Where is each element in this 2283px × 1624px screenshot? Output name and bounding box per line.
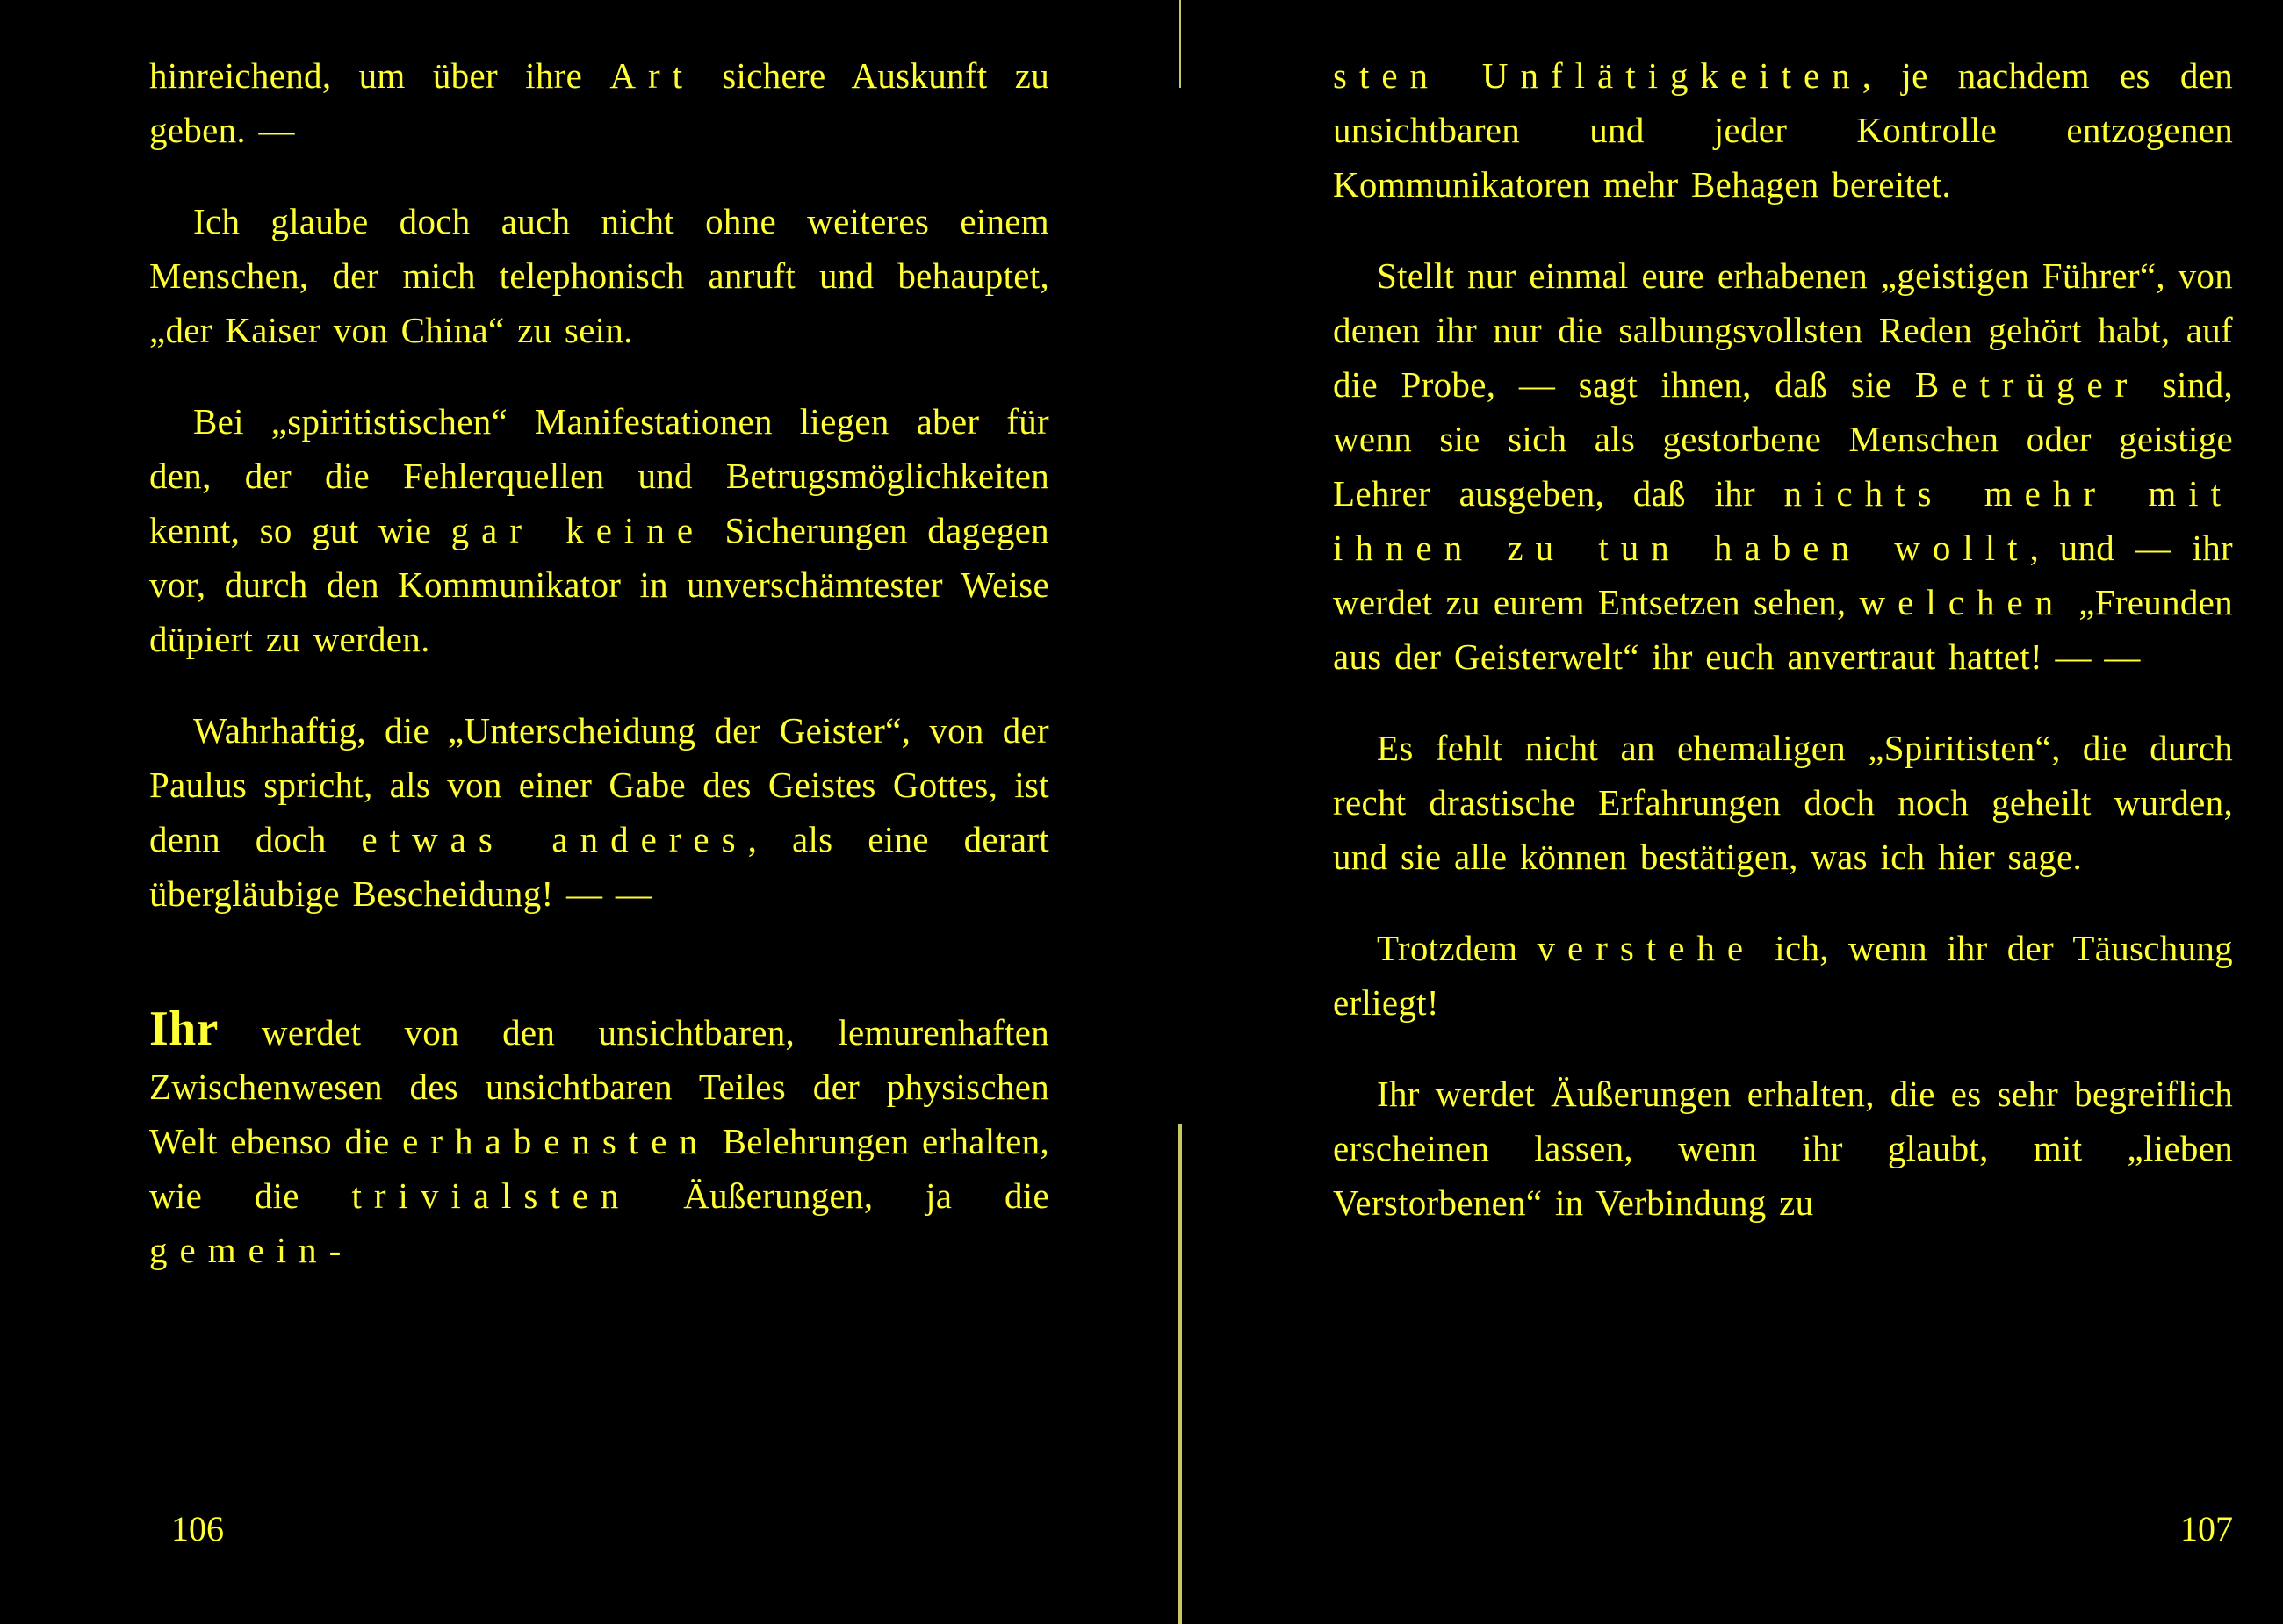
right-paragraph-2 <box>1333 248 2233 684</box>
emphasized-text: erhabensten <box>402 1121 709 1161</box>
emphasized-text: gar keine <box>450 510 706 550</box>
text-run: , und — ihr werdet zu eurem Entsetzen sehen, <box>1333 528 2233 622</box>
left-paragraph-3 <box>149 394 1049 666</box>
text-run: Bei „spiritistischen“ Manifestationen liegen aber für den, der die Fehlerquellen und Betrugsmöglichkeiten kennt, so gut wie <box>149 401 1049 550</box>
text-run: werdet von den unsichtbaren, lemurenhaften Zwischenwesen des unsichtbaren Teiles der physischen Welt ebenso die <box>149 1012 1049 1161</box>
left-page <box>149 0 1049 1624</box>
gutter-line <box>1179 0 1181 88</box>
emphasized-text: Art <box>609 55 695 96</box>
text-run: Sicherungen dagegen vor, durch den Kommunikator in unverschämtester Weise düpiert zu werden. <box>149 510 1049 659</box>
text-run: Wahrhaftig, die „Unterscheidung der Geister“, von der Paulus spricht, als von einer Gabe des Geistes Gottes, ist denn doch <box>149 710 1049 859</box>
text-run: Stellt nur einmal eure erhabenen „geistigen Führer“, von denen ihr nur die salbungsvollsten Reden gehört habt, auf die Probe, — sagt ihnen, daß sie <box>1333 255 2233 405</box>
emphasized-text: verstehe <box>1537 928 1756 968</box>
book-gutter <box>1177 0 1184 1624</box>
text-run: , als eine derart übergläubige Bescheidung! — — <box>149 819 1049 914</box>
emphasized-text: welchen <box>1859 582 2066 622</box>
text-run: sichere Auskunft zu geben. — <box>149 55 1049 150</box>
emphasized-text: trivialsten <box>351 1175 631 1216</box>
emphasized-text: etwas anderes <box>361 819 748 859</box>
text-run: „Freunden aus der Geisterwelt“ ihr euch anvertraut hattet! — — <box>1333 582 2233 677</box>
page-number: 106 <box>171 1509 224 1549</box>
right-paragraph-4 <box>1333 921 2233 1030</box>
emphasized-text: gemein- <box>149 1230 354 1270</box>
text-run: Äußerungen, ja die <box>630 1175 1049 1216</box>
emphasized-text: Betrüger <box>1914 364 2140 405</box>
emphasized-text: nichts mehr mit ihnen zu tun haben wollt <box>1333 473 2233 568</box>
text-run: Trotzdem <box>1377 928 1538 968</box>
right-paragraph-1 <box>1333 48 2233 212</box>
right-page <box>1333 0 2233 1624</box>
left-paragraph-1 <box>149 48 1049 157</box>
text-run: hinreichend, um über ihre <box>149 55 610 96</box>
right-paragraph-5: Ihr werdet Äußerungen erhalten, die es sehr begreiflich erscheinen lassen, wenn ihr glaubt, mit „lieben Verstorbenen“ in Verbindung zu <box>1333 1074 2233 1223</box>
left-paragraph-4 <box>149 703 1049 921</box>
left-paragraph-2: Ich glaube doch auch nicht ohne weiteres einem Menschen, der mich telephonisch anruft und behauptet, „der Kaiser von China“ zu sein. <box>149 201 1049 350</box>
gutter-line <box>1178 1124 1182 1624</box>
text-run: ich, wenn ihr der Täuschung erliegt! <box>1333 928 2233 1023</box>
left-paragraph-5 <box>149 1002 1049 1277</box>
page-number: 107 <box>2180 1509 2233 1549</box>
drop-cap: Ihr <box>149 1002 219 1056</box>
text-run: , je nachdem es den unsichtbaren und jeder Kontrolle entzogenen Kommunikatoren mehr Behagen bereitet. <box>1333 55 2234 205</box>
text-run: sind, wenn sie sich als gestorbene Menschen oder geistige Lehrer ausgeben, daß ihr <box>1333 364 2233 514</box>
text-run: Belehrungen erhalten, wie die <box>149 1121 1049 1216</box>
right-paragraph-3: Es fehlt nicht an ehemaligen „Spiritisten“, die durch recht drastische Erfahrungen doch noch geheilt wurden, und sie alle können bestätigen, was ich hier sage. <box>1333 728 2233 877</box>
emphasized-text: sten Unflätigkeiten <box>1333 55 1862 96</box>
